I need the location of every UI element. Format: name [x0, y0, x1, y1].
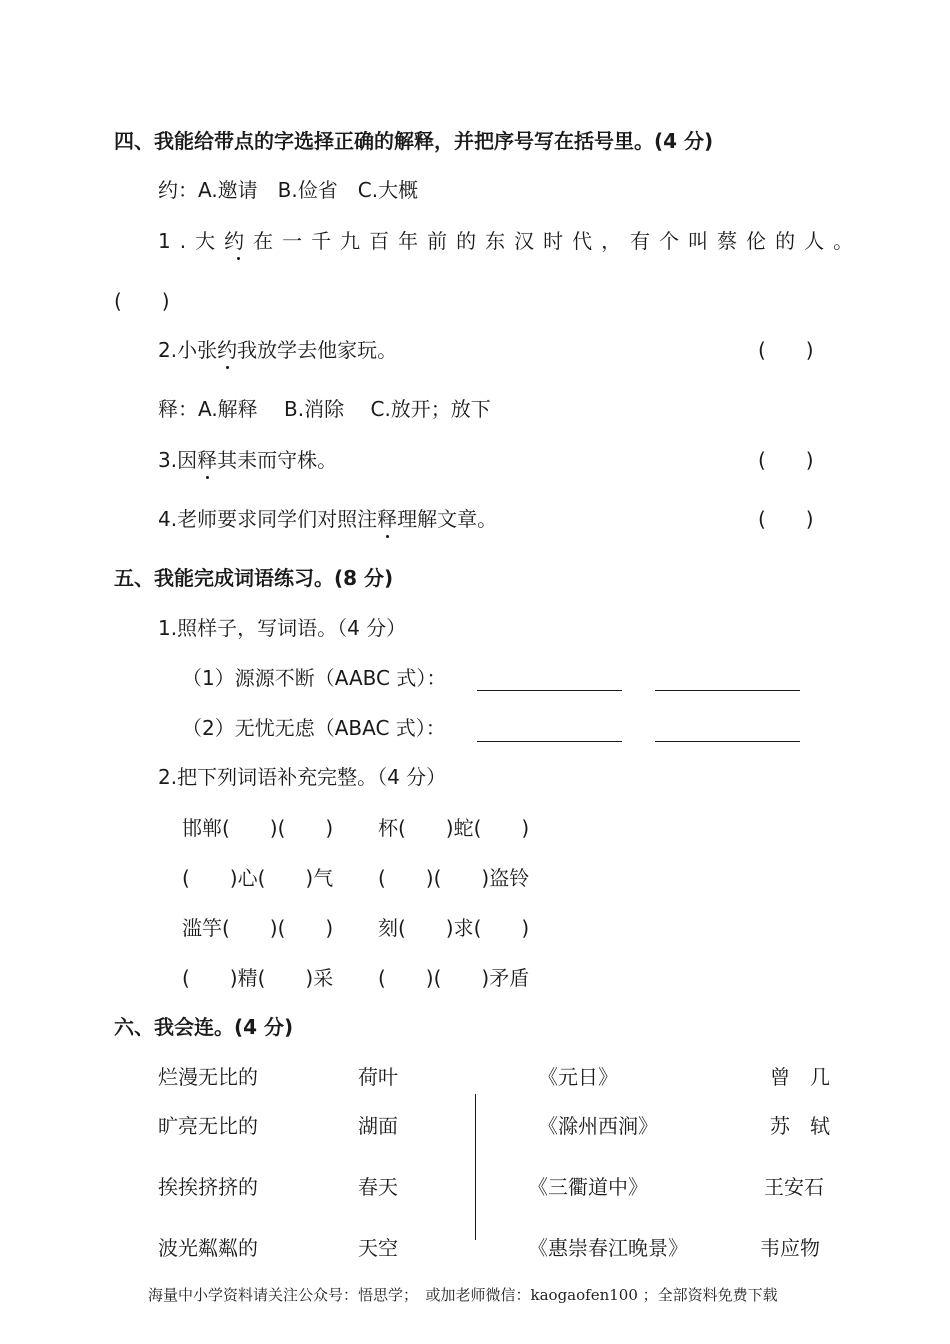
match-poem[interactable]: 《惠崇春江晚景》: [528, 1236, 688, 1260]
match-author[interactable]: 韦应物: [760, 1236, 820, 1260]
q3-post: 其耒而守株。: [217, 448, 338, 472]
q2-answer-paren[interactable]: ( ): [758, 338, 814, 362]
q2-post: 我放学去他家玩。: [237, 338, 398, 362]
match-poem[interactable]: 《元日》: [538, 1065, 618, 1089]
column-divider: [475, 1094, 476, 1240]
q4-dotted-char: 释: [377, 507, 398, 531]
q3-answer-paren[interactable]: ( ): [758, 448, 814, 472]
match-adjective[interactable]: 旷亮无比的: [158, 1114, 258, 1138]
idiom-fill[interactable]: 邯郸( )( ): [182, 816, 334, 840]
part1-item2: （2）无忧无虑（ABAC 式）：: [182, 716, 446, 740]
q3-dotted-char: 释: [197, 448, 218, 472]
q1-answer-paren[interactable]: ( ): [114, 289, 170, 313]
match-adjective[interactable]: 烂漫无比的: [158, 1065, 258, 1089]
answer-blank-2a[interactable]: [477, 741, 622, 742]
question-4: [158, 509, 497, 529]
match-author[interactable]: 曾 几: [770, 1065, 830, 1089]
match-poem[interactable]: 《三衢道中》: [528, 1175, 648, 1199]
question-1: [158, 231, 862, 251]
q3-pre: 3.因: [158, 448, 198, 472]
answer-blank-1a[interactable]: [477, 690, 622, 691]
answer-blank-2b[interactable]: [655, 741, 800, 742]
match-adjective[interactable]: 挨挨挤挤的: [158, 1175, 258, 1199]
idiom-fill[interactable]: 杯( )蛇( ): [378, 816, 530, 840]
q1-pre: 1.大: [158, 229, 225, 253]
match-noun[interactable]: 春天: [358, 1175, 398, 1199]
idiom-fill[interactable]: ( )心( )气: [182, 866, 334, 890]
part2-title: 2.把下列词语补充完整。（4 分）: [158, 765, 447, 789]
footer-note: 海量中小学资料请关注公众号：悟思学； 或加老师微信：kaogaofen100 ；全部资料免费下载: [148, 1286, 778, 1304]
q1-post: 在一千九百年前的东汉时代，有个叫蔡伦的人。: [253, 229, 863, 253]
q2-pre: 2.小张: [158, 338, 218, 362]
answer-blank-1b[interactable]: [655, 690, 800, 691]
section4-title: 四、我能给带点的字选择正确的解释，并把序号写在括号里。(4 分): [114, 129, 714, 153]
match-author[interactable]: 苏 轼: [770, 1114, 830, 1138]
section5-title: 五、我能完成词语练习。(8 分): [114, 566, 394, 590]
q4-pre: 4.老师要求同学们对照注: [158, 507, 378, 531]
question-2: [158, 340, 397, 360]
section6-title: 六、我会连。(4 分): [114, 1015, 294, 1039]
q4-answer-paren[interactable]: ( ): [758, 507, 814, 531]
shi-options: 释：A.解释 B.消除 C.放开；放下: [158, 397, 491, 421]
match-author[interactable]: 王安石: [764, 1175, 824, 1199]
idiom-fill[interactable]: ( )精( )采: [182, 966, 334, 990]
match-noun[interactable]: 湖面: [358, 1114, 398, 1138]
idiom-fill[interactable]: ( )( )矛盾: [378, 966, 530, 990]
q1-dotted-char: 约: [224, 229, 254, 253]
idiom-fill[interactable]: 刻( )求( ): [378, 916, 530, 940]
match-poem[interactable]: 《滁州西涧》: [538, 1114, 658, 1138]
match-noun[interactable]: 荷叶: [358, 1065, 398, 1089]
match-adjective[interactable]: 波光粼粼的: [158, 1236, 258, 1260]
question-3: [158, 450, 337, 470]
match-noun[interactable]: 天空: [358, 1236, 398, 1260]
part1-item1: （1）源源不断（AABC 式）：: [182, 666, 447, 690]
part1-title: 1.照样子，写词语。（4 分）: [158, 616, 407, 640]
idiom-fill[interactable]: 滥竽( )( ): [182, 916, 334, 940]
q2-dotted-char: 约: [217, 338, 238, 362]
idiom-fill[interactable]: ( )( )盗铃: [378, 866, 530, 890]
q4-post: 理解文章。: [397, 507, 498, 531]
yue-options: 约：A.邀请 B.俭省 C.大概: [158, 178, 419, 202]
